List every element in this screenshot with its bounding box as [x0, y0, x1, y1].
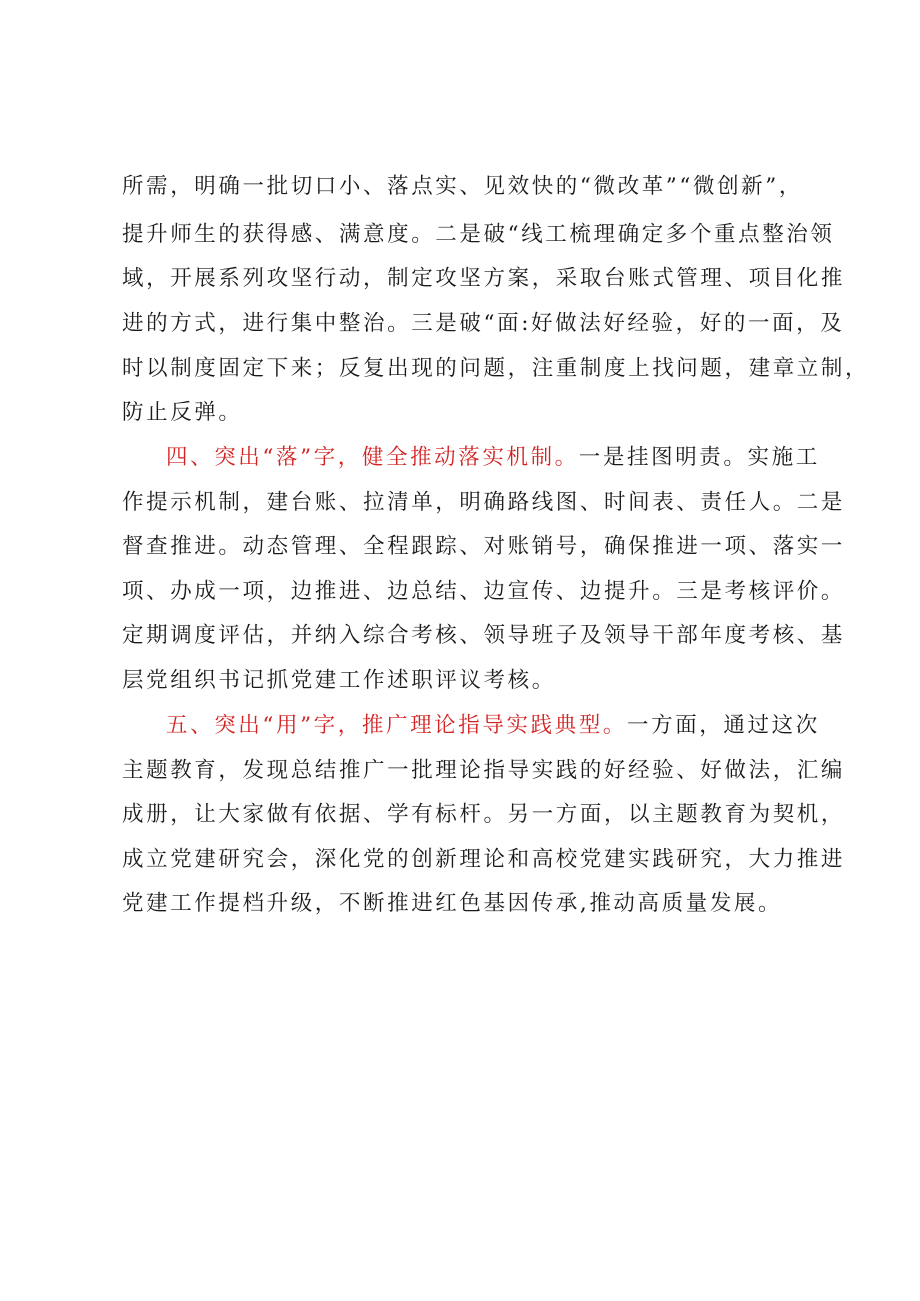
paragraph-line: 防止反弹。 [122, 400, 243, 425]
paragraph-line: 项、办成一项，边推进、边总结、边宣传、边提升。三是考核评价。 [122, 579, 846, 604]
section-4-first-line [166, 443, 820, 473]
paragraph-line: 域，开展系列攻坚行动，制定攻坚方案，采取台账式管理、项目化推 [122, 266, 846, 291]
paragraph-line: 提升师生的获得感、满意度。二是破“线工梳理确定多个重点整治领 [122, 222, 835, 247]
paragraph-line: 主题教育，发现总结推广一批理论指导实践的好经验、好做法，汇编 [122, 758, 846, 783]
section-5-first-line [166, 711, 820, 741]
paragraph-line: 作提示机制，建台账、拉清单，明确路线图、时间表、责任人。二是 [122, 490, 846, 515]
section-4-heading: 四、突出“落”字，健全推动落实机制。 [166, 445, 579, 470]
section-5-heading: 五、突出“用”字，推广理论指导实践典型。 [166, 713, 627, 738]
section-4-first-line-text: 一是挂图明责。实施工 [578, 445, 820, 470]
paragraph-line: 定期调度评估，并纳入综合考核、领导班子及领导干部年度考核、基 [122, 623, 846, 648]
paragraph-line: 督查推进。动态管理、全程跟踪、对账销号，确保推进一项、落实一 [122, 534, 846, 559]
paragraph-line: 层党组织书记抓党建工作述职评议考核。 [122, 668, 556, 693]
paragraph-line: 进的方式，进行集中整治。三是破“面:好做法好经验，好的一面，及 [122, 311, 845, 336]
section-5-first-line-text: 一方面，通过这次 [627, 713, 820, 738]
paragraph-line: 所需，明确一批切口小、落点实、见效快的“微改革”“微创新”， [122, 174, 803, 199]
paragraph-line: 成册，让大家做有依据、学有标杆。另一方面，以主题教育为契机， [122, 802, 846, 827]
paragraph-line: 时以制度固定下来；反复出现的问题，注重制度上找问题，建章立制， [122, 356, 870, 381]
paragraph-line: 党建工作提档升级，不断推进红色基因传承,推动高质量发展。 [122, 891, 783, 916]
paragraph-line: 成立党建研究会，深化党的创新理论和高校党建实践研究，大力推进 [122, 847, 846, 872]
